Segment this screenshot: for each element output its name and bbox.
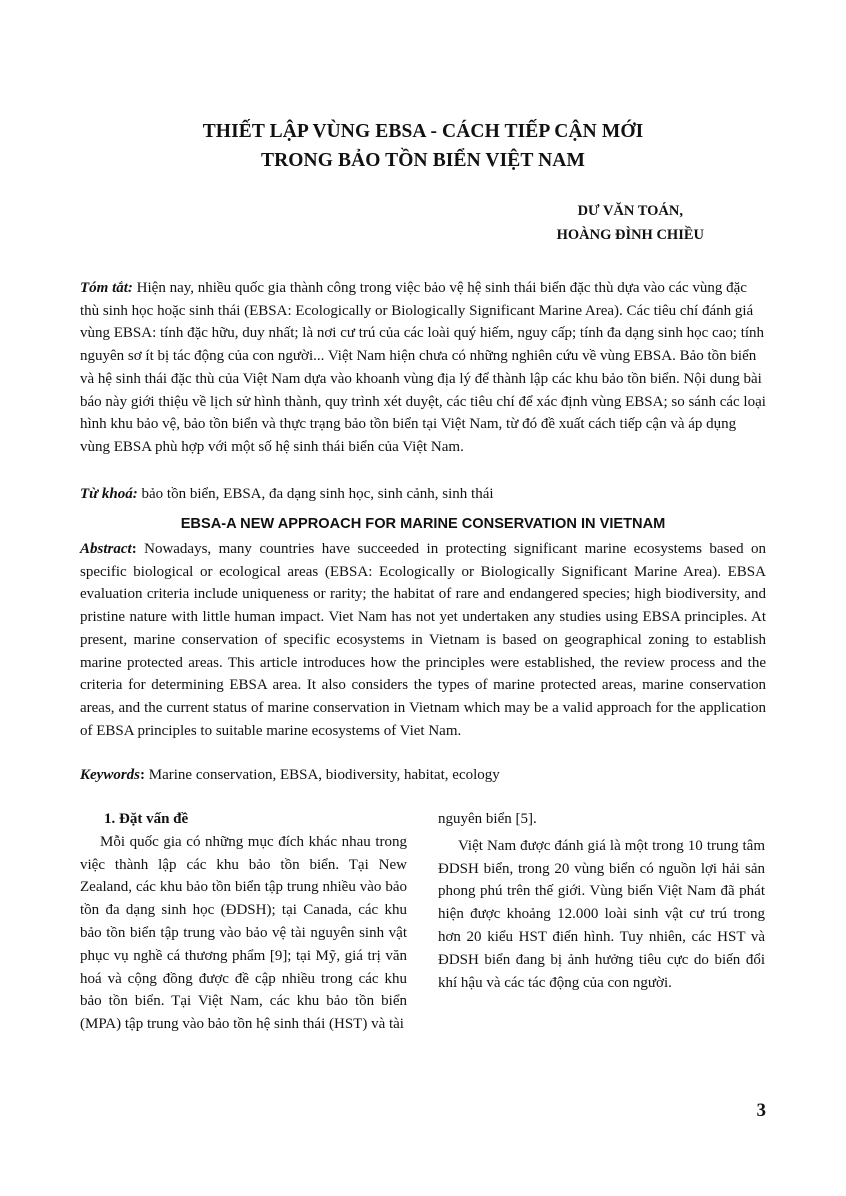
body-column-right: [438, 808, 765, 994]
section-paragraph-1-continued: nguyên biển [5].: [438, 811, 537, 827]
abstract-text: Nowadays, many countries have succeeded in protecting significant marine ecosystems based on specific biological or ecological areas (EBSA: Ecologically or Biologically Significant Marine Area). EBSA evaluation criteria include uniqueness or rarity; the habitat of rare and endangered species; high biodiversity, and pristine nature with little human impact. Viet Nam has not yet undertaken any studies using EBSA principles. At present, marine conservation of specific ecosystems in Vietnam is based on geographical zoning to establish marine protected areas. This article introduces how the principles were established, the review process and the criteria for determining EBSA area. It also considers the types of marine protected areas, marine conservation areas, and the current status of marine conservation in Vietnam which may be a valid approach for the application of EBSA principles to suitable marine ecosystems of Viet Nam.: [80, 541, 766, 739]
summary-text: Hiện nay, nhiều quốc gia thành công trong việc bảo vệ hệ sinh thái biển đặc thù dựa vào các vùng đặc thù sinh học hoặc sinh thái (EBSA: Ecologically or Biologically Significant Marine Area). Các tiêu chí đánh giá vùng EBSA: tính đặc hữu, duy nhất; là nơi cư trú của các loài quý hiếm, nguy cấp; tính đa dạng sinh học cao; tính nguyên sơ ít bị tác động của con người... Việt Nam hiện chưa có những nghiên cứu về vùng EBSA. Bảo tồn biển và hệ sinh thái đặc thù của Việt Nam dựa vào khoanh vùng địa lý để thành lập các khu bảo tồn biển. Nội dung bài báo này giới thiệu về lịch sử hình thành, quy trình xét duyệt, các tiêu chí để xác định vùng EBSA; so sánh các loại hình khu bảo vệ, bảo tồn biển và thực trạng bảo tồn biển tại Việt Nam, từ đó đề xuất cách tiếp cận và áp dụng vùng EBSA phù hợp với một số hệ sinh thái biển của Việt Nam.: [80, 280, 766, 455]
keywords-en-text: Marine conservation, EBSA, biodiversity, habitat, ecology: [148, 767, 500, 783]
section-paragraph-2: Việt Nam được đánh giá là một trong 10 trung tâm ĐDSH biển, trong 20 vùng biển có nguồn lợi hải sản phong phú trên thế giới. Vùng biển Việt Nam đã phát hiện được khoảng 12.000 loài sinh vật cư trú trong hơn 20 kiểu HST điển hình. Tuy nhiên, các HST và ĐDSH biển đang bị ảnh hưởng tiêu cực do biến đổi khí hậu và các tác động của con người.: [438, 837, 765, 991]
keywords-vietnamese: [80, 483, 766, 505]
abstract-label: Abstract: [80, 541, 132, 557]
title-line-2: TRONG BẢO TỒN BIỂN VIỆT NAM: [261, 150, 585, 171]
summary-vietnamese: [80, 277, 766, 459]
keywords-english: Keywords: Marine conservation, EBSA, biodiversity, habitat, ecology: [80, 767, 500, 783]
abstract-english: Abstract: Nowadays, many countries have succeeded in protecting significant marine ecosystems based on specific biological or ecological areas (EBSA: Ecologically or Biologically Significant Marine Area). EBSA evaluation criteria include uniqueness or rarity; the habitat of rare and endangered species; high biodiversity, and pristine nature with little human impact. Viet Nam has not yet undertaken any studies using EBSA principles. At present, marine conservation of specific ecosystems in Vietnam is based on geographical zoning to establish marine protected areas. This article introduces how the principles were established, the review process and the criteria for determining EBSA area. It also considers the types of marine protected areas, marine conservation areas, and the current status of marine conservation in Vietnam which may be a valid approach for the application of EBSA principles to suitable marine ecosystems of Viet Nam.: [80, 541, 766, 739]
author-1: DƯ VĂN TOÁN,: [577, 203, 683, 219]
title-line-1: THIẾT LẬP VÙNG EBSA - CÁCH TIẾP CẬN MỚI: [202, 121, 644, 142]
page-number: 3: [756, 1100, 766, 1121]
author-list: [557, 199, 704, 247]
author-2: HOÀNG ĐÌNH CHIỀU: [556, 227, 704, 243]
keywords-vi-text: bảo tồn biển, EBSA, đa dạng sinh học, sinh cảnh, sinh thái: [141, 486, 494, 502]
section-heading: 1. Đặt vấn đề: [104, 811, 189, 827]
english-title: EBSA-A NEW APPROACH FOR MARINE CONSERVATION IN VIETNAM: [180, 516, 666, 532]
keywords-en-label: Keywords: [80, 767, 140, 783]
body-column-left: [80, 808, 407, 1036]
keywords-vi-label: Từ khoá:: [80, 486, 138, 502]
section-paragraph-1: Mỗi quốc gia có những mục đích khác nhau trong việc thành lập các khu bảo tồn biển. Tại New Zealand, các khu bảo tồn biển tập trung nhiều vào bảo tồn đa dạng sinh học (ĐDSH); tại Canada, các khu bảo tồn biển tập trung vào bảo vệ tài nguyên sinh vật phục vụ nghề cá thương phẩm [9]; tại Mỹ, giá trị văn hoá và cộng đồng được đề cập nhiều trong các khu bảo tồn biển. Tại Việt Nam, các khu bảo tồn biển (MPA) tập trung vào bảo tồn hệ sinh thái (HST) và tài: [80, 833, 407, 1033]
summary-label: Tóm tắt:: [80, 280, 133, 296]
paper-title: [80, 117, 766, 175]
